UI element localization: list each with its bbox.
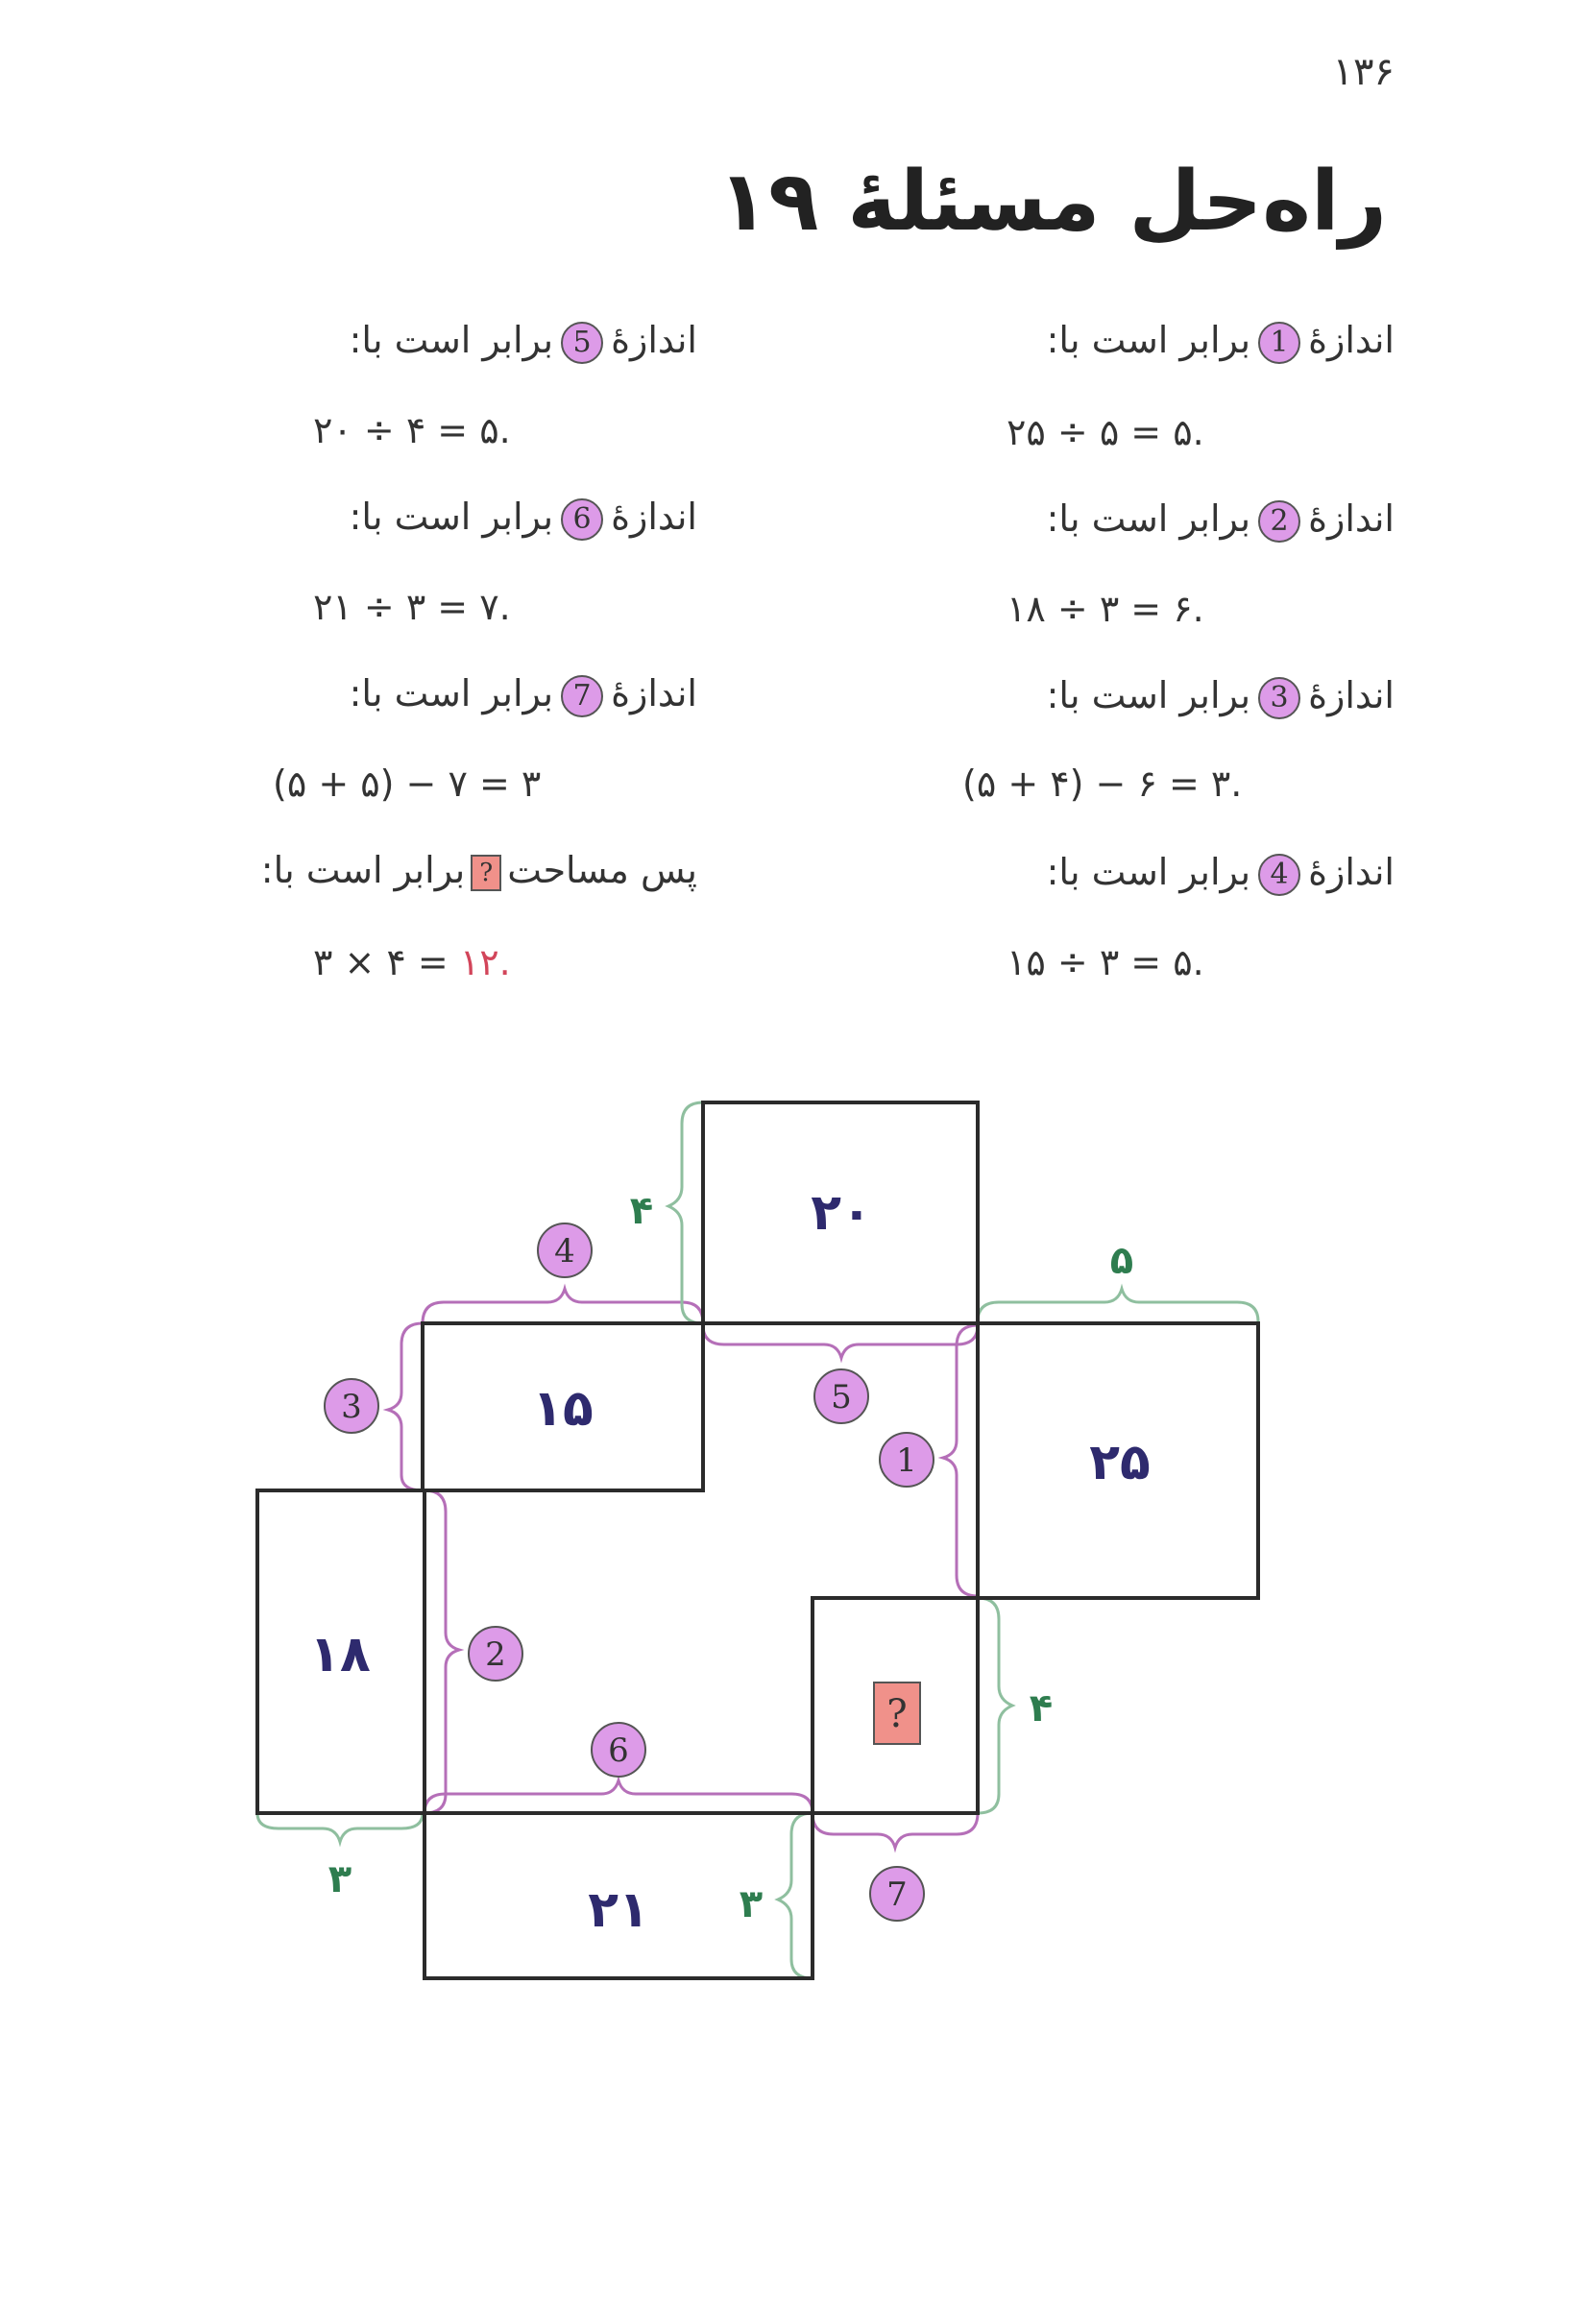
brace-marker-1 bbox=[943, 1325, 978, 1596]
prompt-prefix: اندازهٔ bbox=[611, 319, 697, 361]
prompt-prefix: اندازهٔ bbox=[1308, 851, 1395, 893]
unknown-box-icon: ? bbox=[471, 855, 501, 891]
equation-2: ۱۸ ÷ ۳ = ۶. bbox=[1007, 588, 1204, 630]
answer-value: ۱۲. bbox=[459, 941, 511, 983]
side-label-bottom-right: ۳ bbox=[739, 1882, 764, 1926]
prompt-prefix: اندازهٔ bbox=[611, 496, 697, 538]
marker-badge-5: 5 bbox=[561, 322, 603, 364]
side-label-right-top: ۵ bbox=[1109, 1239, 1134, 1283]
brace-side-left-bottom bbox=[257, 1813, 423, 1842]
marker-1 bbox=[880, 1433, 934, 1487]
marker-label-6: 6 bbox=[608, 1731, 629, 1770]
prompt-suffix: برابر است با: bbox=[1046, 497, 1251, 540]
side-label-left-bottom: ۳ bbox=[328, 1857, 352, 1901]
marker-3 bbox=[325, 1379, 378, 1433]
brace-marker-4 bbox=[423, 1289, 703, 1323]
brace-marker-2 bbox=[425, 1490, 459, 1813]
area-label-left: ۱۸ bbox=[309, 1626, 371, 1683]
prompt-suffix: برابر است با: bbox=[1046, 319, 1251, 361]
brace-marker-7 bbox=[813, 1813, 978, 1848]
brace-side-unknown bbox=[978, 1598, 1012, 1813]
side-label-top: ۴ bbox=[629, 1189, 654, 1233]
equation-4: ۱۵ ÷ ۳ = ۵. bbox=[1007, 941, 1204, 983]
brace-marker-3 bbox=[388, 1323, 423, 1490]
equation-1: ۲۵ ÷ ۵ = ۵. bbox=[1007, 411, 1204, 453]
equation-6: ۲۱ ÷ ۳ = ۷. bbox=[313, 586, 511, 628]
marker-5 bbox=[814, 1369, 868, 1423]
marker-label-2: 2 bbox=[485, 1635, 506, 1674]
marker-badge-4: 4 bbox=[1258, 854, 1300, 896]
marker-badge-2: 2 bbox=[1258, 500, 1300, 543]
marker-badge-3: 3 bbox=[1258, 677, 1300, 719]
brace-marker-5 bbox=[703, 1325, 978, 1358]
area-label-bottom: ۲۱ bbox=[588, 1881, 649, 1939]
marker-4 bbox=[538, 1223, 592, 1277]
marker-label-4: 4 bbox=[554, 1232, 575, 1271]
prompt-suffix: برابر است با: bbox=[1046, 674, 1251, 716]
equation-3: (۵ + ۴) − ۶ = ۳. bbox=[962, 763, 1243, 805]
marker-label-7: 7 bbox=[886, 1876, 908, 1914]
prompt-prefix: اندازهٔ bbox=[1308, 674, 1395, 716]
prompt-prefix: اندازهٔ bbox=[1308, 497, 1395, 540]
prompt-suffix: برابر است با: bbox=[1046, 851, 1251, 893]
conclusion-suffix: برابر است با: bbox=[260, 849, 466, 891]
page-title: راه‌حل مسئلهٔ ۱۹ bbox=[717, 154, 1387, 250]
marker-badge-6: 6 bbox=[561, 498, 603, 541]
conclusion-prefix: پس مساحت bbox=[507, 849, 697, 891]
brace-side-top bbox=[668, 1102, 703, 1323]
side-label-unknown: ۴ bbox=[1029, 1686, 1054, 1731]
unknown-area-label: ? bbox=[886, 1692, 908, 1736]
marker-6 bbox=[592, 1723, 645, 1777]
equation-5: ۲۰ ÷ ۴ = ۵. bbox=[313, 409, 511, 451]
marker-7 bbox=[870, 1867, 924, 1921]
page-number: ۱۳۶ bbox=[1332, 50, 1395, 94]
marker-badge-7: 7 bbox=[561, 675, 603, 717]
brace-side-right-top bbox=[978, 1289, 1258, 1321]
prompt-prefix: اندازهٔ bbox=[1308, 319, 1395, 361]
prompt-suffix: برابر است با: bbox=[349, 319, 554, 361]
equation-7: (۵ + ۵) − ۷ = ۳ bbox=[273, 763, 542, 805]
marker-2 bbox=[469, 1627, 522, 1681]
brace-marker-6 bbox=[425, 1780, 813, 1813]
marker-badge-1: 1 bbox=[1258, 322, 1300, 364]
marker-label-5: 5 bbox=[831, 1378, 852, 1416]
area-label-top: ۲۰ bbox=[811, 1184, 872, 1242]
brace-side-bottom-right bbox=[778, 1813, 813, 1978]
conclusion-equation-text: ۳ × ۴ = bbox=[313, 941, 460, 983]
prompt-suffix: برابر است با: bbox=[349, 672, 554, 714]
area-label-right: ۲۵ bbox=[1089, 1434, 1151, 1491]
prompt-prefix: اندازهٔ bbox=[611, 672, 697, 714]
marker-label-3: 3 bbox=[341, 1388, 362, 1426]
marker-label-1: 1 bbox=[896, 1441, 917, 1480]
prompt-suffix: برابر است با: bbox=[349, 496, 554, 538]
area-label-upper-left: ۱۵ bbox=[532, 1380, 594, 1438]
